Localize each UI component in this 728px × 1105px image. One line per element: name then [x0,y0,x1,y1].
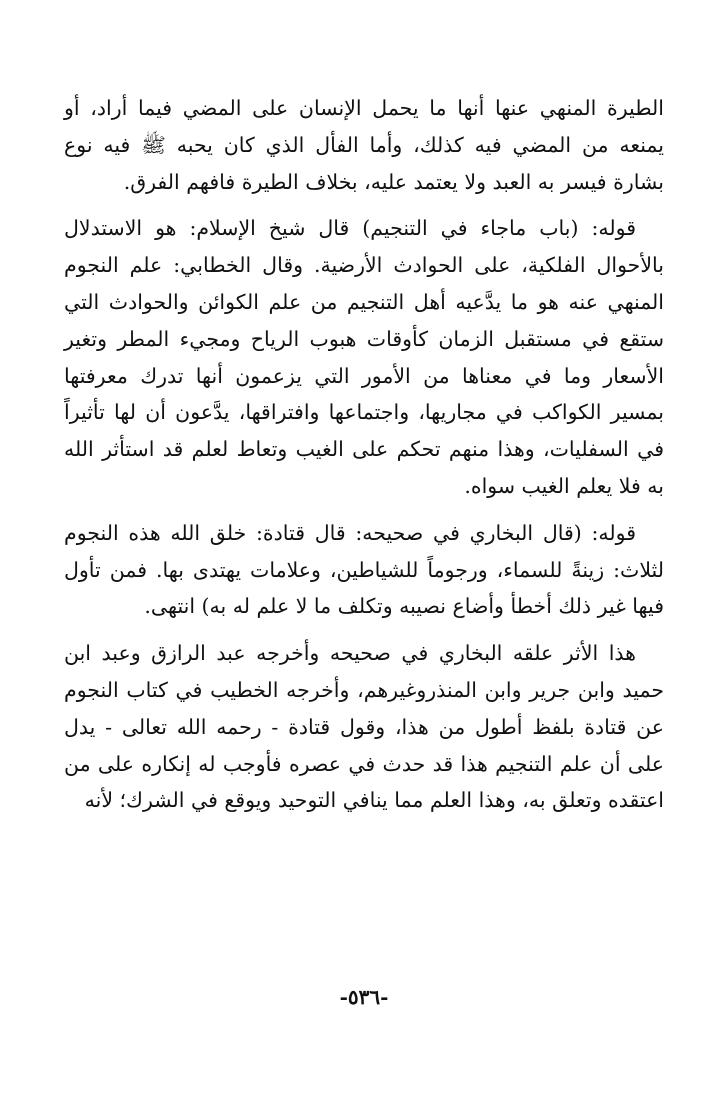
paragraph-tiyara: الطيرة المنهي عنها أنها ما يحمل الإنسان على المضي فيما أراد، أو يمنعه من المضي فيه كذلك، وأما الفأل الذي كان يحبه ﷺ فيه نوع بشارة فيسر به العبد ولا يعتمد عليه، بخلاف الطيرة فافهم الفرق. [64,96,664,194]
paragraph-bukhari-qatada: قوله: (قال البخاري في صحيحه: قال قتادة: خلق الله هذه النجوم لثلاث: زينةً للسماء، ورجوماً للشياطين، وعلامات يهتدى بها. فمن تأول فيها غير ذلك أخطأ وأضاع نصيبه وتكلف ما لا علم له به) انتهى. [64,520,664,619]
body-text [64,90,664,829]
paragraph-tanjim: قوله: (باب ماجاء في التنجيم) قال شيخ الإسلام: هو الاستدلال بالأحوال الفلكية، على الحوادث الأرضية. وقال الخطابي: علم النجوم المنهي عنه هو ما يدَّعيه أهل التنجيم من علم الكوائن والحوادث التي ستقع في مستقبل الزمان كأوقات هبوب الرياح ومجيء المطر وتغير الأسعار وما في معناها من الأمور التي يزعمون أنها تدرك معرفتها بمسير الكواكب في مجاريها، واجتماعها وافتراقها، يدَّعون أن لها تأثيراً في السفليات، وهذا منهم تحكم على الغيب وتعاط لعلم قد استأثر الله به فلا يعلم الغيب سواه. [64,216,664,498]
page-number: -٥٣٦- [339,985,389,1009]
paragraph-athar-commentary: هذا الأثر علقه البخاري في صحيحه وأخرجه عبد الرازق وعبد ابن حميد وابن جرير وابن المنذروغيرهم، وأخرجه الخطيب في كتاب النجوم عن قتادة بلفظ أطول من هذا، وقول قتادة - رحمه الله تعالى - يدل على أن علم التنجيم هذا قد حدث في عصره فأوجب له إنكاره على من اعتقده وتعلق به، وهذا العلم مما ينافي التوحيد ويوقع في الشرك؛ لأنه [64,641,664,813]
